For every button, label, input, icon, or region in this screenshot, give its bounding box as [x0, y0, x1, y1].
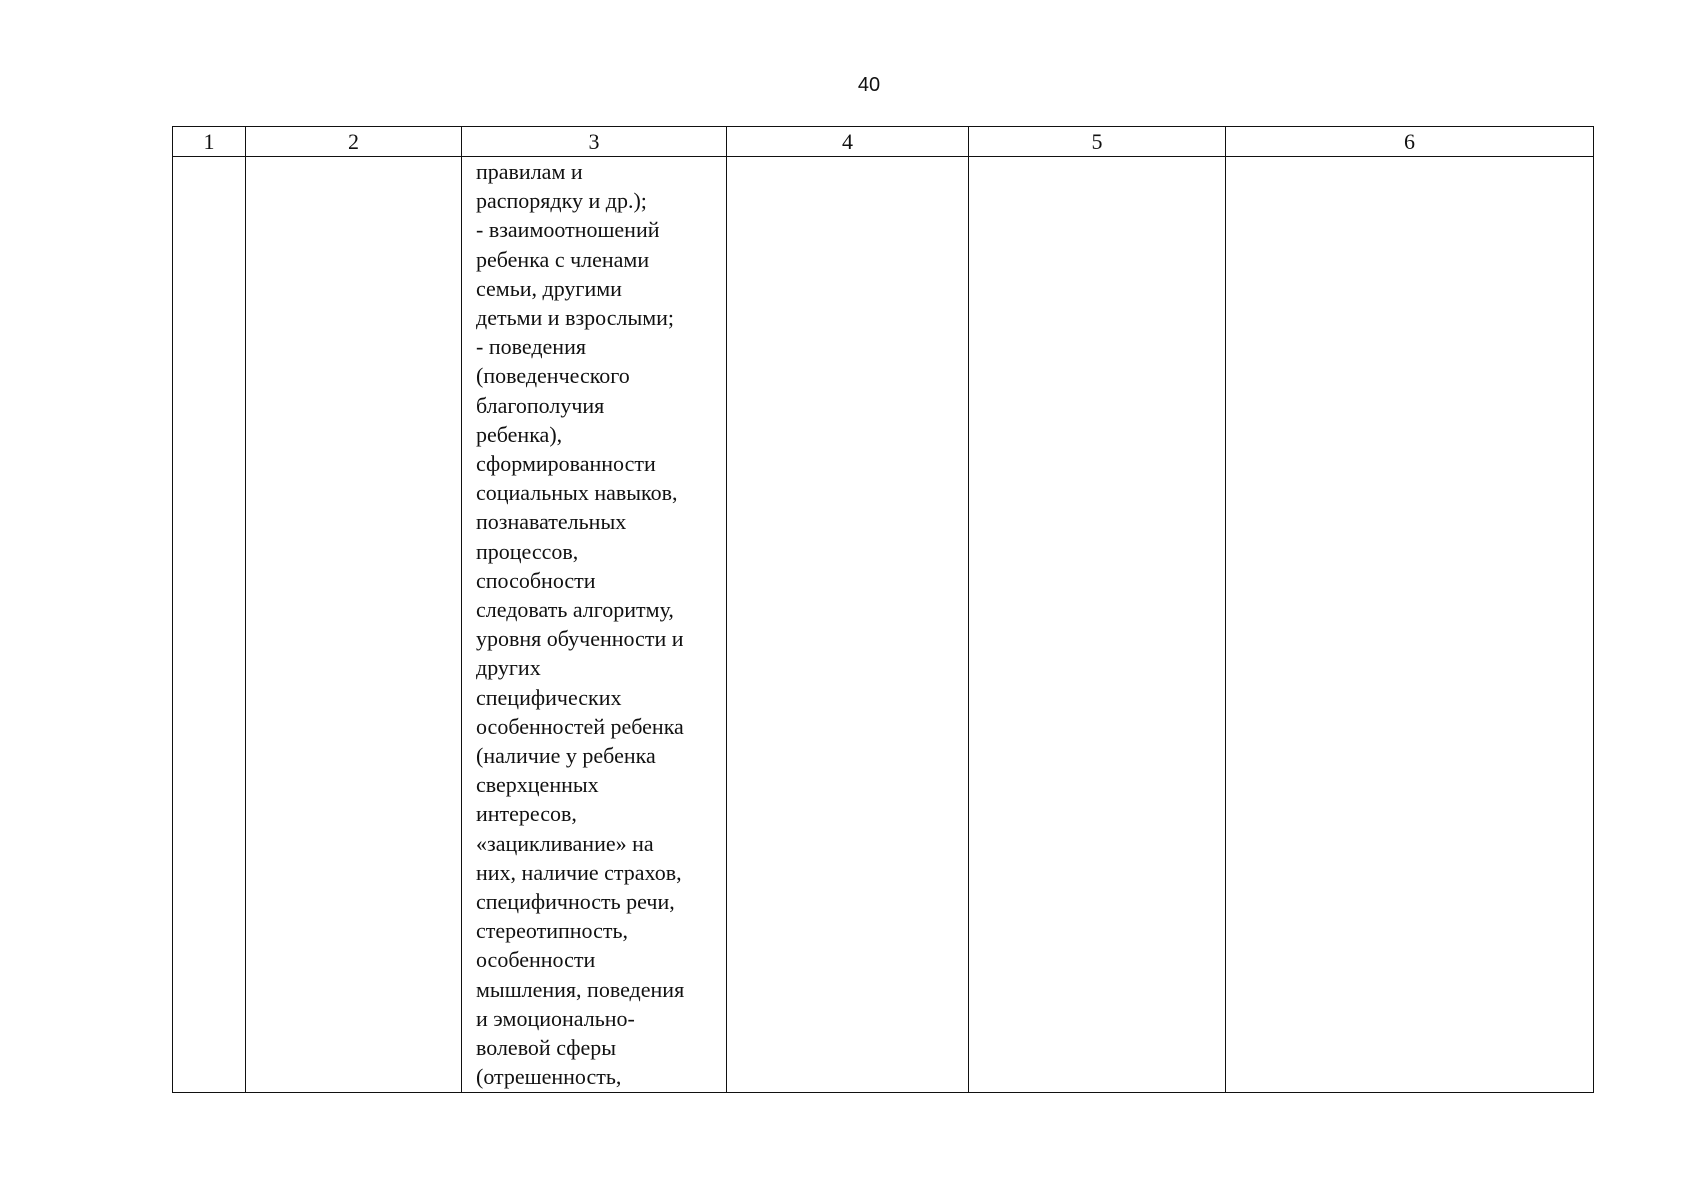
table-header-row [173, 127, 1594, 157]
column-header-4: 4 [727, 127, 969, 157]
table-cell-col6 [1226, 157, 1594, 1093]
table-cell-col4 [727, 157, 969, 1093]
column-header-3: 3 [462, 127, 727, 157]
table-cell-col2 [246, 157, 462, 1093]
table-cell-col3 [462, 157, 727, 1093]
table-cell-col5 [969, 157, 1226, 1093]
column-header-1: 1 [173, 127, 246, 157]
table-cell-col1 [173, 157, 246, 1093]
table-row [173, 157, 1594, 1093]
column-header-2: 2 [246, 127, 462, 157]
column-header-5: 5 [969, 127, 1226, 157]
cell-text-col3: правилам и распорядку и др.); - взаимоотношений ребенка с членами семьи, другими детьми и взрослыми; - поведения (поведенческого благополучия ребенка), сформированности социальных навыков, познавательных процессов, способности следовать алгоритму, уровня обученности и других специфических особенностей ребенка (наличие у ребенка сверхценных интересов, «зацикливание» на них, наличие страхов, специфичность речи, стереотипность, особенности мышления, поведения и эмоционально- волевой сферы (отрешенность, [476, 159, 685, 1090]
column-header-6: 6 [1226, 127, 1594, 157]
page-number: 40 [857, 74, 881, 96]
document-table [172, 126, 1594, 1093]
